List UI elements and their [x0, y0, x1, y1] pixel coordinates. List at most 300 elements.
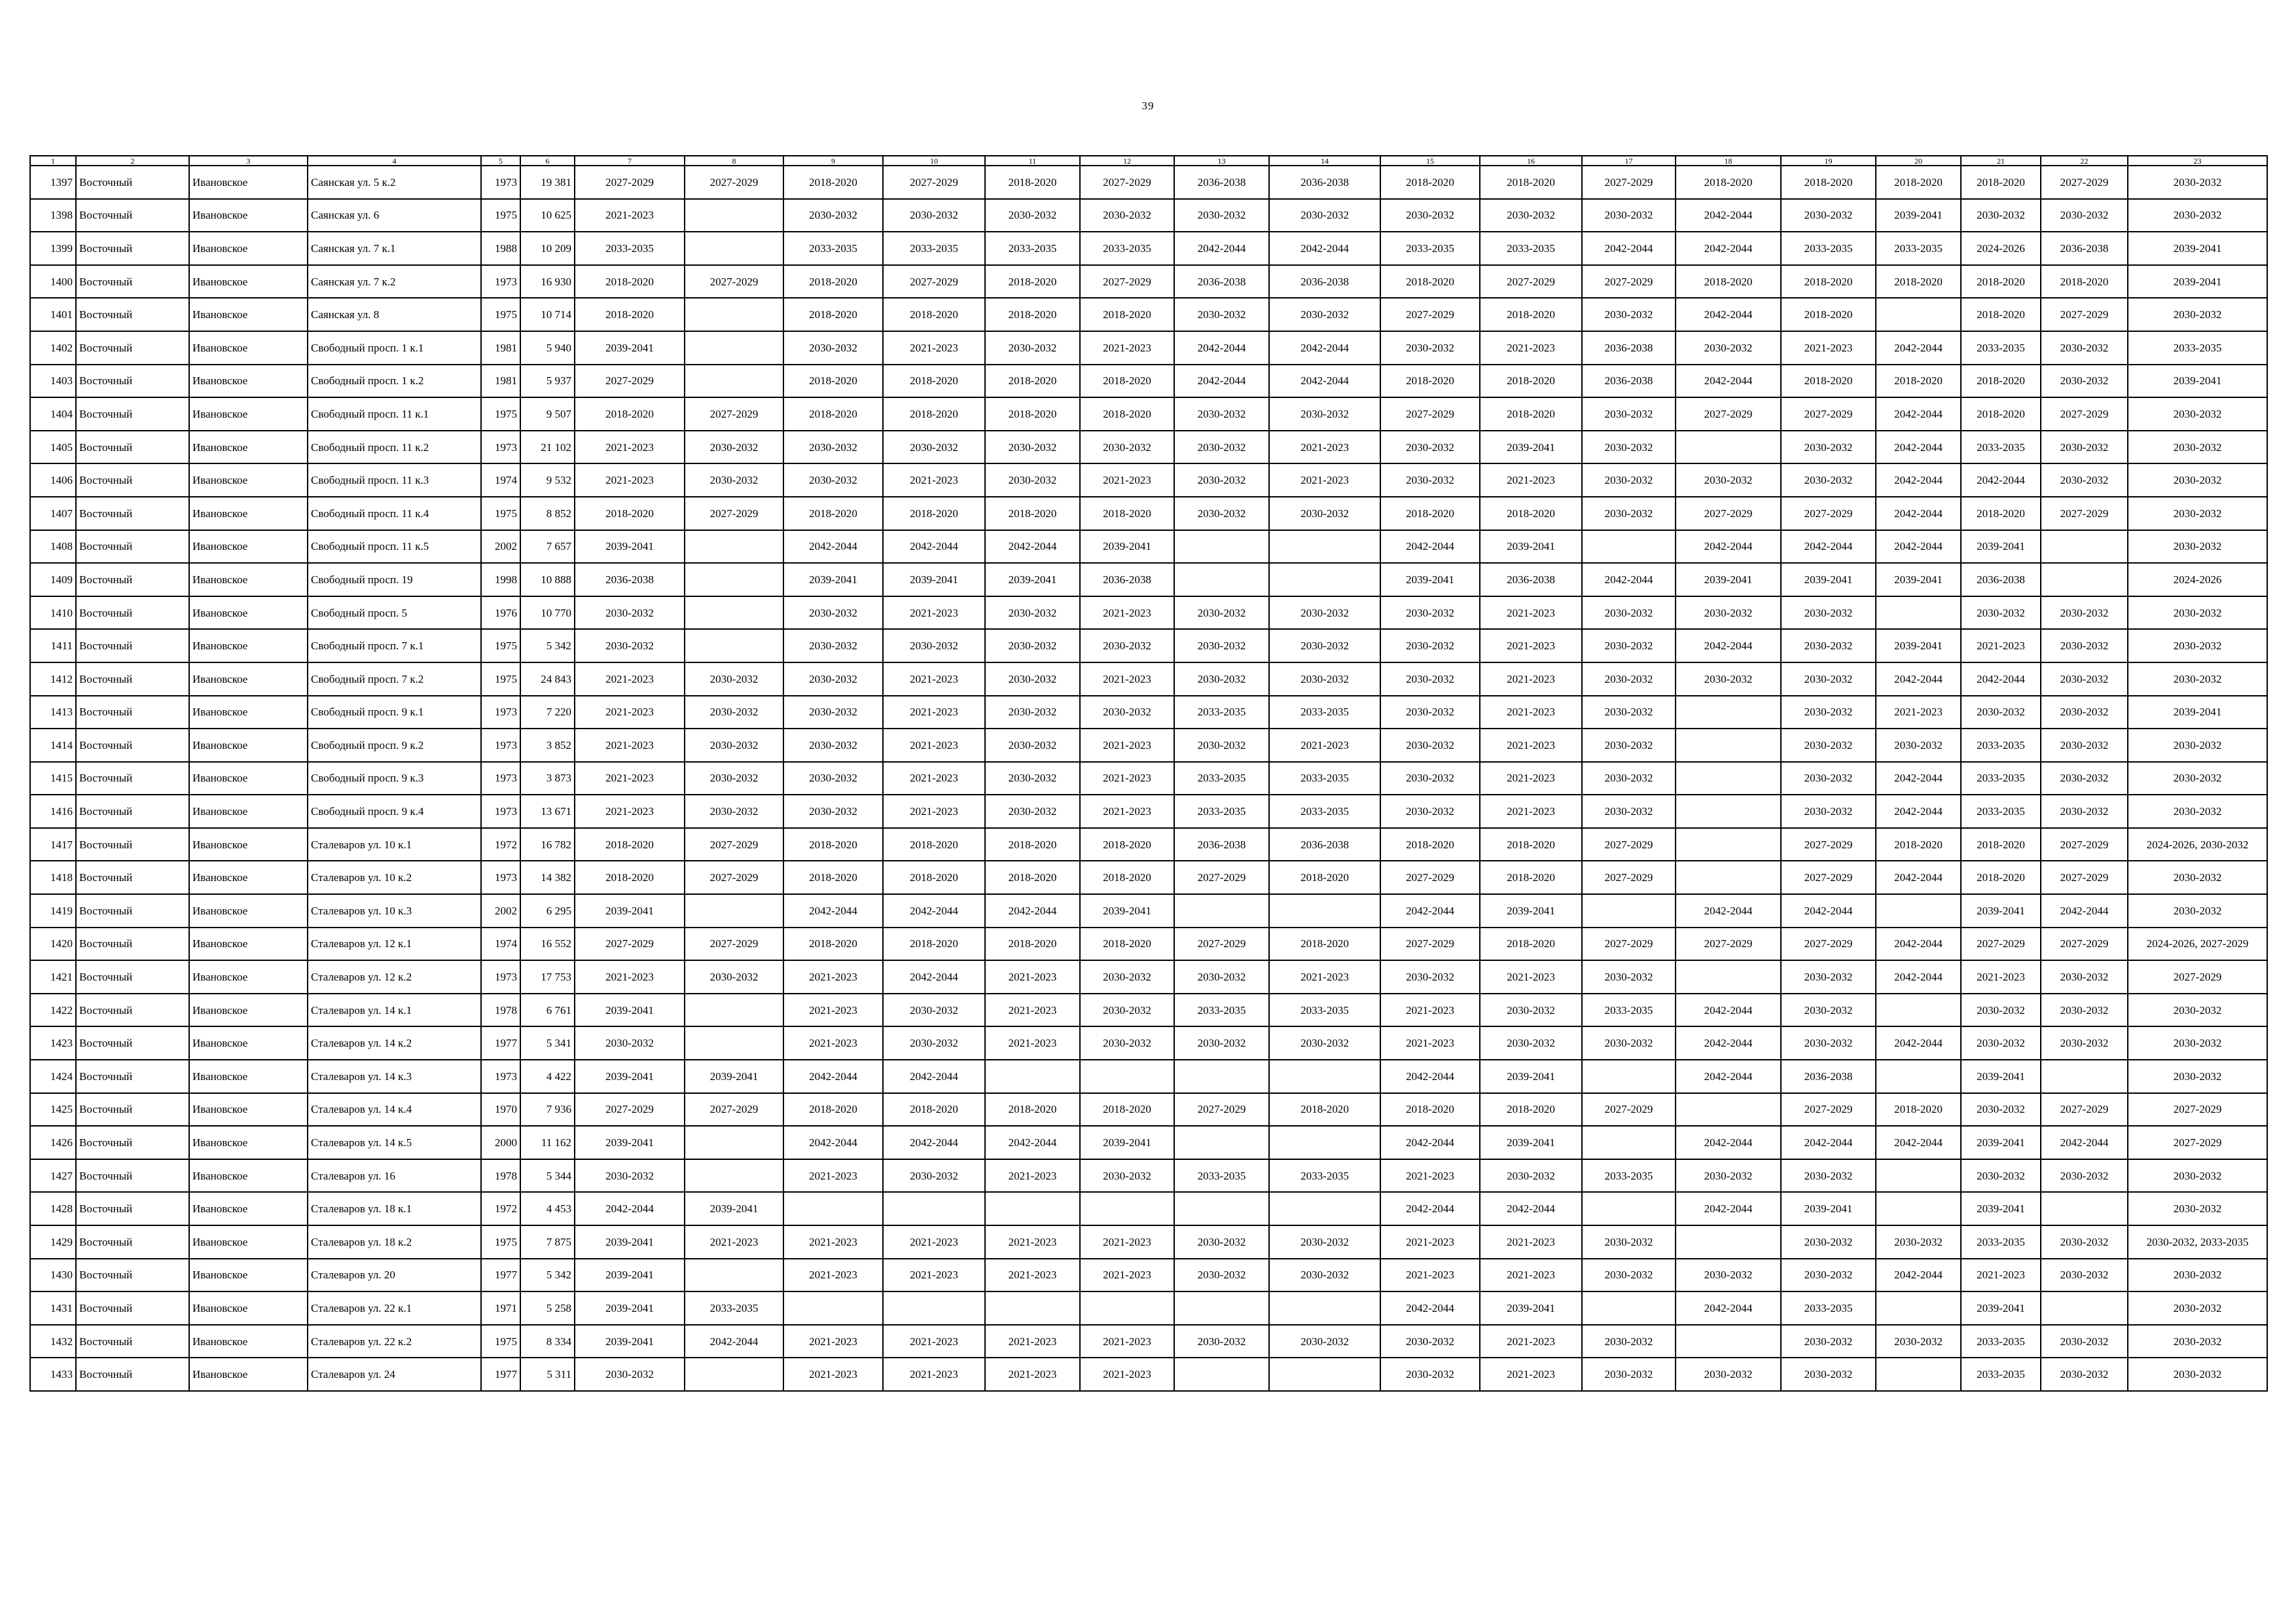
table-cell: 5 937 — [520, 365, 575, 398]
table-cell: Ивановское — [189, 894, 308, 928]
table-cell: 2018-2020 — [1876, 166, 1961, 199]
table-cell: 2018-2020 — [1080, 365, 1174, 398]
table-cell: 2021-2023 — [783, 1159, 883, 1193]
table-cell: 1428 — [30, 1192, 76, 1225]
table-cell: 2030-2032 — [1174, 199, 1269, 232]
table-cell: 2030-2032 — [1269, 199, 1380, 232]
table-row — [30, 596, 2267, 630]
table-cell: 5 311 — [520, 1358, 575, 1391]
table-cell: 2030-2032 — [1781, 960, 1876, 994]
table-cell: 2042-2044 — [1781, 894, 1876, 928]
table-cell: 2021-2023 — [985, 960, 1080, 994]
table-row — [30, 1291, 2267, 1325]
table-cell: 2042-2044 — [1676, 994, 1781, 1027]
table-cell: 2039-2041 — [1781, 1192, 1876, 1225]
table-cell: Ивановское — [189, 232, 308, 265]
table-cell: 2030-2032 — [2128, 1026, 2267, 1060]
table-cell: 2036-2038 — [1269, 166, 1380, 199]
table-cell: 5 342 — [520, 629, 575, 662]
table-cell: 2042-2044 — [1380, 1060, 1480, 1093]
table-cell: 2030-2032 — [1582, 1325, 1676, 1358]
table-cell: 2033-2035 — [1380, 232, 1480, 265]
table-cell: 6 761 — [520, 994, 575, 1027]
table-cell: 2033-2035 — [1174, 994, 1269, 1027]
table-cell: Восточный — [76, 1060, 189, 1093]
table-cell: Свободный просп. 5 — [308, 596, 481, 630]
column-header: 13 — [1174, 156, 1269, 166]
table-cell: 2027-2029 — [1480, 265, 1582, 298]
table-cell: Восточный — [76, 265, 189, 298]
table-cell: 7 220 — [520, 696, 575, 729]
table-cell: 1431 — [30, 1291, 76, 1325]
table-cell: 2030-2032 — [1269, 397, 1380, 431]
column-header: 20 — [1876, 156, 1961, 166]
table-cell: 2027-2029 — [1380, 928, 1480, 961]
table-cell: 2018-2020 — [1380, 828, 1480, 861]
table-cell: Восточный — [76, 1159, 189, 1193]
table-cell: 2030-2032 — [1380, 1325, 1480, 1358]
table-cell: 1973 — [481, 861, 520, 894]
table-cell: 2030-2032 — [2041, 662, 2128, 696]
table-cell: 2027-2029 — [1380, 298, 1480, 331]
table-cell: 2030-2032 — [1781, 994, 1876, 1027]
table-row — [30, 662, 2267, 696]
table-cell: 2030-2032 — [2128, 629, 2267, 662]
table-cell — [1080, 1060, 1174, 1093]
table-cell: 1975 — [481, 1225, 520, 1259]
table-cell: 2030-2032 — [1676, 662, 1781, 696]
table-row — [30, 431, 2267, 464]
table-cell — [1676, 960, 1781, 994]
table-cell: 2039-2041 — [575, 1325, 685, 1358]
table-cell: Восточный — [76, 894, 189, 928]
table-cell: 2027-2029 — [685, 166, 783, 199]
table-cell: 2042-2044 — [1781, 530, 1876, 564]
table-cell: 2018-2020 — [1480, 861, 1582, 894]
table-cell: Ивановское — [189, 497, 308, 530]
table-cell: 2024-2026 — [2128, 563, 2267, 596]
table-cell: 2039-2041 — [1781, 563, 1876, 596]
column-header: 18 — [1676, 156, 1781, 166]
table-cell: Восточный — [76, 828, 189, 861]
table-cell: 1410 — [30, 596, 76, 630]
table-cell: 2030-2032 — [2041, 1358, 2128, 1391]
table-cell: 1420 — [30, 928, 76, 961]
table-cell: 2030-2032 — [685, 696, 783, 729]
table-cell: 2018-2020 — [783, 265, 883, 298]
table-cell: 1973 — [481, 960, 520, 994]
table-cell: 2036-2038 — [1781, 1060, 1876, 1093]
table-cell: 2027-2029 — [575, 1093, 685, 1127]
table-cell: 2018-2020 — [1781, 365, 1876, 398]
table-cell: 2030-2032 — [1676, 596, 1781, 630]
table-cell: 6 295 — [520, 894, 575, 928]
table-cell: Ивановское — [189, 596, 308, 630]
table-cell: 2042-2044 — [1876, 397, 1961, 431]
table-cell: Сталеваров ул. 24 — [308, 1358, 481, 1391]
table-cell: 2021-2023 — [1080, 1225, 1174, 1259]
table-cell: 2021-2023 — [1269, 960, 1380, 994]
table-cell: Сталеваров ул. 18 к.2 — [308, 1225, 481, 1259]
table-cell: 2030-2032 — [1582, 762, 1676, 795]
table-cell: 2030-2032 — [783, 199, 883, 232]
table-cell: 2033-2035 — [1582, 994, 1676, 1027]
table-cell: 2021-2023 — [1480, 1325, 1582, 1358]
table-cell: 2030-2032 — [2128, 1159, 2267, 1193]
table-row — [30, 894, 2267, 928]
table-cell: 2039-2041 — [1876, 199, 1961, 232]
table-cell: 2018-2020 — [1961, 365, 2041, 398]
table-cell: 2030-2032 — [1781, 463, 1876, 497]
table-cell: 2030-2032 — [2128, 166, 2267, 199]
table-cell: 2030-2032 — [1480, 994, 1582, 1027]
table-cell: Восточный — [76, 1358, 189, 1391]
table-cell: 2042-2044 — [1480, 1192, 1582, 1225]
table-cell: 2030-2032 — [783, 762, 883, 795]
table-cell: 2030-2032 — [685, 662, 783, 696]
table-cell: 1416 — [30, 795, 76, 828]
table-cell: 1425 — [30, 1093, 76, 1127]
table-cell: 2027-2029 — [685, 397, 783, 431]
table-cell: 2021-2023 — [783, 1325, 883, 1358]
data-table — [29, 155, 2268, 1392]
table-cell: 2018-2020 — [1961, 166, 2041, 199]
table-cell: 2027-2029 — [685, 265, 783, 298]
table-cell: 2039-2041 — [575, 1225, 685, 1259]
table-row — [30, 1093, 2267, 1127]
table-cell: 2042-2044 — [883, 1060, 985, 1093]
table-cell — [685, 199, 783, 232]
table-cell: 1409 — [30, 563, 76, 596]
table-cell: Сталеваров ул. 10 к.3 — [308, 894, 481, 928]
table-cell: 1414 — [30, 729, 76, 762]
table-cell: 2030-2032 — [2041, 1159, 2128, 1193]
table-cell: Восточный — [76, 596, 189, 630]
table-cell — [1582, 1060, 1676, 1093]
table-cell: Восточный — [76, 199, 189, 232]
table-cell: 2030-2032 — [2128, 1325, 2267, 1358]
table-cell: 2030-2032 — [1676, 331, 1781, 365]
table-cell: 2030-2032 — [1269, 662, 1380, 696]
table-cell: 1423 — [30, 1026, 76, 1060]
table-cell: 2030-2032 — [2128, 497, 2267, 530]
table-cell: Свободный просп. 7 к.1 — [308, 629, 481, 662]
table-cell — [685, 894, 783, 928]
table-row — [30, 928, 2267, 961]
table-cell — [685, 1026, 783, 1060]
table-cell: 2033-2035 — [1876, 232, 1961, 265]
table-cell: 2027-2029 — [575, 166, 685, 199]
table-cell: 2033-2035 — [1582, 1159, 1676, 1193]
table-cell: 2030-2032 — [575, 1026, 685, 1060]
table-cell: 2033-2035 — [1961, 762, 2041, 795]
table-cell: 1973 — [481, 431, 520, 464]
table-cell: 2027-2029 — [1676, 397, 1781, 431]
table-cell — [685, 563, 783, 596]
table-cell: 2036-2038 — [575, 563, 685, 596]
table-cell: 2030-2032 — [1174, 729, 1269, 762]
table-cell: 2033-2035 — [1781, 232, 1876, 265]
table-cell: 2042-2044 — [1380, 894, 1480, 928]
table-cell: 1975 — [481, 199, 520, 232]
table-cell: Свободный просп. 19 — [308, 563, 481, 596]
table-cell: 2030-2032 — [1781, 199, 1876, 232]
table-cell — [2041, 563, 2128, 596]
table-cell: 2021-2023 — [883, 331, 985, 365]
table-cell: 2027-2029 — [685, 828, 783, 861]
page-number: 39 — [1141, 99, 1155, 112]
table-cell: 2042-2044 — [985, 1126, 1080, 1159]
table-cell — [1080, 1291, 1174, 1325]
table-cell: 2030-2032 — [1582, 431, 1676, 464]
table-cell: 2021-2023 — [1080, 1325, 1174, 1358]
table-cell: 2027-2029 — [2041, 861, 2128, 894]
table-cell: 2027-2029 — [2041, 166, 2128, 199]
table-cell — [1582, 1291, 1676, 1325]
table-cell: 2021-2023 — [985, 1026, 1080, 1060]
table-cell: 2042-2044 — [883, 960, 985, 994]
table-row — [30, 331, 2267, 365]
table-cell: 1973 — [481, 696, 520, 729]
table-cell: 2042-2044 — [1876, 928, 1961, 961]
table-cell: 2021-2023 — [985, 1325, 1080, 1358]
table-cell: 2030-2032 — [2041, 1259, 2128, 1292]
table-cell: 2030-2032 — [1380, 629, 1480, 662]
table-cell: 2030-2032 — [2128, 762, 2267, 795]
table-cell: 2021-2023 — [1480, 1259, 1582, 1292]
table-cell: 2030-2032 — [1781, 629, 1876, 662]
table-cell: 2021-2023 — [1269, 431, 1380, 464]
table-cell: 1973 — [481, 762, 520, 795]
table-cell — [1269, 1291, 1380, 1325]
table-cell: 1975 — [481, 629, 520, 662]
table-cell: 2030-2032 — [1876, 1325, 1961, 1358]
table-cell: 2027-2029 — [685, 1093, 783, 1127]
table-cell: 2030-2032 — [2128, 662, 2267, 696]
table-cell: 2030-2032 — [1380, 463, 1480, 497]
table-cell: 2033-2035 — [1961, 331, 2041, 365]
table-cell: 2042-2044 — [1876, 331, 1961, 365]
column-header: 16 — [1480, 156, 1582, 166]
column-header: 21 — [1961, 156, 2041, 166]
table-cell: 2021-2023 — [783, 960, 883, 994]
table-cell: 2018-2020 — [1480, 365, 1582, 398]
table-cell: 2018-2020 — [1676, 265, 1781, 298]
table-cell: 2027-2029 — [1781, 861, 1876, 894]
table-cell: Восточный — [76, 795, 189, 828]
table-cell: 2018-2020 — [985, 828, 1080, 861]
table-cell: Ивановское — [189, 530, 308, 564]
table-cell: 1977 — [481, 1259, 520, 1292]
table-header — [30, 156, 2267, 166]
table-cell: 2030-2032 — [2041, 795, 2128, 828]
table-cell: 2042-2044 — [1676, 530, 1781, 564]
table-cell: 2042-2044 — [783, 1060, 883, 1093]
table-cell: 2036-2038 — [1174, 828, 1269, 861]
table-cell: 2027-2029 — [1781, 497, 1876, 530]
table-cell: Ивановское — [189, 463, 308, 497]
table-cell: 2042-2044 — [783, 1126, 883, 1159]
table-cell: 2030-2032 — [1781, 1259, 1876, 1292]
table-cell — [1676, 828, 1781, 861]
table-cell — [1269, 1192, 1380, 1225]
table-cell: 1970 — [481, 1093, 520, 1127]
table-row — [30, 795, 2267, 828]
table-cell: 2018-2020 — [1380, 166, 1480, 199]
table-cell: 2030-2032 — [1582, 795, 1676, 828]
table-cell: 1418 — [30, 861, 76, 894]
table-cell: 2018-2020 — [1269, 1093, 1380, 1127]
table-cell: 2033-2035 — [1961, 795, 2041, 828]
table-cell — [1876, 1159, 1961, 1193]
table-cell: 2030-2032 — [2041, 762, 2128, 795]
table-cell: 2039-2041 — [1961, 894, 2041, 928]
table-cell: 2021-2023 — [1080, 596, 1174, 630]
table-cell: 2042-2044 — [575, 1192, 685, 1225]
table-cell: 10 625 — [520, 199, 575, 232]
table-cell: 2033-2035 — [985, 232, 1080, 265]
table-cell — [1876, 298, 1961, 331]
table-cell: Ивановское — [189, 166, 308, 199]
table-cell: Восточный — [76, 994, 189, 1027]
table-cell: 8 334 — [520, 1325, 575, 1358]
table-cell: 24 843 — [520, 662, 575, 696]
table-cell: 2030-2032 — [883, 431, 985, 464]
table-cell: 2018-2020 — [1876, 1093, 1961, 1127]
table-cell: 2021-2023 — [575, 960, 685, 994]
table-cell: Восточный — [76, 298, 189, 331]
table-cell: Ивановское — [189, 729, 308, 762]
table-cell: 2042-2044 — [1174, 331, 1269, 365]
table-cell — [1676, 729, 1781, 762]
table-cell: 2033-2035 — [883, 232, 985, 265]
table-cell: Ивановское — [189, 629, 308, 662]
table-cell: 2018-2020 — [1961, 298, 2041, 331]
table-cell: Свободный просп. 1 к.1 — [308, 331, 481, 365]
table-cell: 2021-2023 — [1480, 1225, 1582, 1259]
table-cell: 2030-2032 — [1174, 463, 1269, 497]
table-cell: 2021-2023 — [685, 1225, 783, 1259]
table-cell: 2030-2032 — [783, 431, 883, 464]
table-cell: 2027-2029 — [2041, 1093, 2128, 1127]
table-cell: 2021-2023 — [1269, 729, 1380, 762]
table-cell: 2030-2032 — [2041, 431, 2128, 464]
table-cell: 2030-2032 — [1380, 199, 1480, 232]
table-cell: 1427 — [30, 1159, 76, 1193]
table-cell: 2030-2032 — [2128, 795, 2267, 828]
table-cell: Восточный — [76, 1291, 189, 1325]
table-cell: Ивановское — [189, 662, 308, 696]
table-cell: 2030-2032 — [575, 596, 685, 630]
table-cell: 2030-2032 — [783, 729, 883, 762]
table-cell — [1876, 1192, 1961, 1225]
table-cell: 2021-2023 — [883, 596, 985, 630]
table-cell: 2024-2026 — [1961, 232, 2041, 265]
table-cell: 2030-2032 — [1174, 662, 1269, 696]
table-cell: 2030-2032 — [685, 795, 783, 828]
table-cell: 2027-2029 — [1781, 1093, 1876, 1127]
table-cell: 1977 — [481, 1358, 520, 1391]
table-cell: 2018-2020 — [985, 166, 1080, 199]
table-cell: 2030-2032 — [2128, 298, 2267, 331]
column-header: 2 — [76, 156, 189, 166]
table-cell: Сталеваров ул. 14 к.3 — [308, 1060, 481, 1093]
table-cell: 2030-2032 — [1582, 397, 1676, 431]
table-cell: 2036-2038 — [1582, 365, 1676, 398]
table-cell: 2039-2041 — [1480, 431, 1582, 464]
table-cell: 2024-2026, 2030-2032 — [2128, 828, 2267, 861]
table-cell: 2036-2038 — [1080, 563, 1174, 596]
table-cell: 2039-2041 — [985, 563, 1080, 596]
table-cell: 1973 — [481, 265, 520, 298]
table-cell: 2021-2023 — [783, 1259, 883, 1292]
table-cell: 2018-2020 — [783, 365, 883, 398]
table-cell — [1676, 861, 1781, 894]
table-cell: 1415 — [30, 762, 76, 795]
table-cell — [1269, 563, 1380, 596]
table-cell: 2030-2032 — [685, 729, 783, 762]
table-cell: 2018-2020 — [985, 365, 1080, 398]
table-body — [30, 166, 2267, 1391]
table-cell: 2021-2023 — [1269, 463, 1380, 497]
table-cell: 1978 — [481, 1159, 520, 1193]
table-cell: 2039-2041 — [1876, 629, 1961, 662]
table-cell: 2018-2020 — [1961, 265, 2041, 298]
table-cell: Ивановское — [189, 1325, 308, 1358]
table-cell: Ивановское — [189, 365, 308, 398]
table-cell — [1676, 431, 1781, 464]
table-cell: 2030-2032 — [2128, 1192, 2267, 1225]
table-cell: Ивановское — [189, 994, 308, 1027]
table-cell: 2027-2029 — [1961, 928, 2041, 961]
table-cell: 2021-2023 — [1480, 629, 1582, 662]
table-cell — [2041, 1060, 2128, 1093]
table-cell: 2027-2029 — [575, 365, 685, 398]
table-cell: 2033-2035 — [1961, 1225, 2041, 1259]
table-cell: Восточный — [76, 232, 189, 265]
table-cell: 2030-2032 — [685, 960, 783, 994]
table-cell: 10 888 — [520, 563, 575, 596]
table-cell — [1676, 762, 1781, 795]
table-cell: 3 852 — [520, 729, 575, 762]
table-cell: 2042-2044 — [1676, 199, 1781, 232]
table-cell: 2021-2023 — [1480, 696, 1582, 729]
table-cell: 2018-2020 — [883, 861, 985, 894]
table-cell — [783, 1291, 883, 1325]
table-cell: 1988 — [481, 232, 520, 265]
table-cell: 2042-2044 — [783, 894, 883, 928]
table-cell: 2018-2020 — [1080, 928, 1174, 961]
table-cell: 1975 — [481, 1325, 520, 1358]
table-cell: 2021-2023 — [1961, 629, 2041, 662]
table-cell: 2018-2020 — [1380, 365, 1480, 398]
table-cell: 2021-2023 — [1080, 331, 1174, 365]
table-cell: 2033-2035 — [685, 1291, 783, 1325]
table-cell: Ивановское — [189, 1358, 308, 1391]
table-cell: 2030-2032 — [1676, 1358, 1781, 1391]
table-cell: 2036-2038 — [2041, 232, 2128, 265]
table-cell: 2018-2020 — [1961, 497, 2041, 530]
table-cell: 2018-2020 — [575, 861, 685, 894]
table-cell: 2030-2032 — [1380, 696, 1480, 729]
table-cell: 2030-2032 — [2128, 530, 2267, 564]
table-cell: Сталеваров ул. 14 к.5 — [308, 1126, 481, 1159]
table-cell: 10 714 — [520, 298, 575, 331]
table-cell: 1433 — [30, 1358, 76, 1391]
table-cell: Восточный — [76, 629, 189, 662]
table-cell: 1973 — [481, 166, 520, 199]
table-cell: Сталеваров ул. 14 к.4 — [308, 1093, 481, 1127]
